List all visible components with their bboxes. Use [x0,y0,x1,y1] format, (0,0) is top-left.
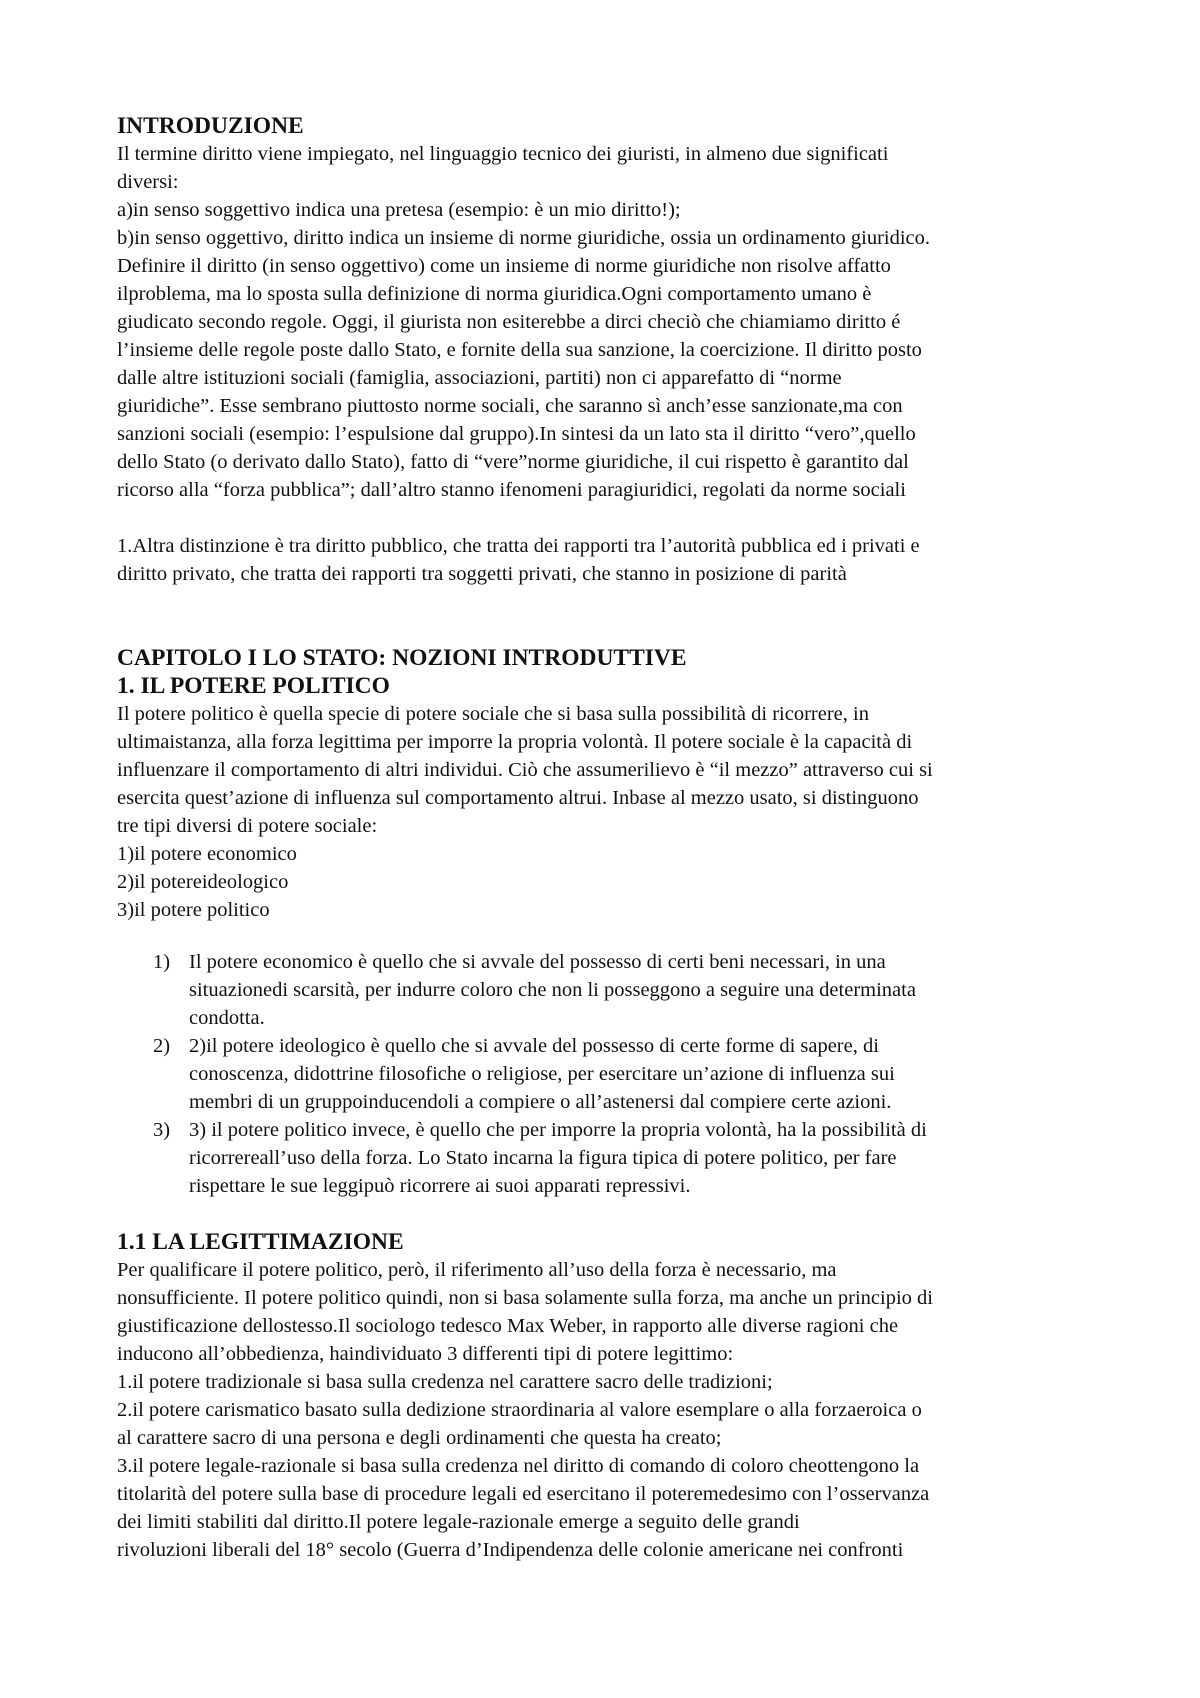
text-line: giudicato secondo regole. Oggi, il giurista non esiterebbe a dirci checiò che chiamiamo diritto é [117,311,901,333]
list-item [117,948,1097,1032]
text-line: conoscenza, didottrine filosofiche o religiose, per esercitare un’azione di influenza sui [189,1063,895,1085]
text-line: tre tipi diversi di potere sociale: [117,815,378,837]
text-line: giuridiche”. Esse sembrano piuttosto norme sociali, che saranno sì anch’esse sanzionate,ma con [117,395,903,417]
intro-note-paragraph [117,532,1097,588]
chapter-heading: CAPITOLO I LO STATO: NOZIONI INTRODUTTIVE [117,645,687,671]
text-line: dei limiti stabiliti dal diritto.Il potere legale-razionale emerge a seguito delle grandi [117,1511,800,1533]
intro-paragraph [117,140,1097,504]
document-page [117,112,1097,1564]
text-line: a)in senso soggettivo indica una pretesa (esempio: è un mio diritto!); [117,199,681,221]
text-line: b)in senso oggettivo, diritto indica un insieme di norme giuridiche, ossia un ordinamento giuridico. [117,227,931,249]
text-line: rispettare le sue leggipuò ricorrere ai suoi apparati repressivi. [189,1175,691,1197]
text-line: 1.Altra distinzione è tra diritto pubblico, che tratta dei rapporti tra l’autorità pubblica ed i privati e [117,535,920,557]
text-line: dello Stato (o derivato dallo Stato), fatto di “vere”norme giuridiche, il cui rispetto è garantito dal [117,451,909,473]
text-line: situazionedi scarsità, per indurre coloro che non li posseggono a seguire una determinata [189,979,916,1001]
text-line: 2)il potereideologico [117,871,289,893]
text-line: giustificazione dellostesso.Il sociologo tedesco Max Weber, in rapporto alle diverse ragioni che [117,1315,899,1337]
text-line: ultimaistanza, alla forza legittima per imporre la propria volontà. Il potere sociale è la capacità di [117,731,913,753]
list-item [117,1032,1097,1116]
section-heading-potere-politico: 1. IL POTERE POLITICO [117,673,390,699]
text-line: ilproblema, ma lo sposta sulla definizione di norma giuridica.Ogni comportamento umano è [117,283,872,305]
text-line: 1.il potere tradizionale si basa sulla credenza nel carattere sacro delle tradizioni; [117,1371,773,1393]
text-line: condotta. [189,1007,265,1029]
text-line: Per qualificare il potere politico, però, il riferimento all’uso della forza è necessario, ma [117,1259,837,1281]
text-line: Il potere politico è quella specie di potere sociale che si basa sulla possibilità di ricorrere, in [117,703,869,725]
text-line: l’insieme delle regole poste dallo Stato, e fornite della sua sanzione, la coercizione. Il diritto posto [117,339,922,361]
text-line: diversi: [117,171,179,193]
text-line: esercita quest’azione di influenza sul comportamento altrui. Inbase al mezzo usato, si distinguono [117,787,919,809]
text-line: membri di un gruppoinducendoli a compiere o all’astenersi dal compiere certe azioni. [189,1091,892,1113]
text-line: Il potere economico è quello che si avvale del possesso di certi beni necessari, in una [189,951,886,973]
text-line: al carattere sacro di una persona e degli ordinamenti che questa ha creato; [117,1427,722,1449]
list-item [117,1116,1097,1200]
text-line: 1)il potere economico [117,843,297,865]
text-line: inducono all’obbedienza, haindividuato 3 differenti tipi di potere legittimo: [117,1343,734,1365]
text-line: sanzioni sociali (esempio: l’espulsione dal gruppo).In sintesi da un lato sta il diritto “vero”,quello [117,423,916,445]
text-line: ricorso alla “forza pubblica”; dall’altro stanno ifenomeni paragiuridici, regolati da norme sociali [117,479,906,501]
section-potere-politico-paragraph [117,700,1097,924]
text-line: diritto privato, che tratta dei rapporti tra soggetti privati, che stanno in posizione di parità [117,563,847,585]
section-heading-legittimazione: 1.1 LA LEGITTIMAZIONE [117,1229,404,1255]
list-number: 2) [153,1035,171,1057]
text-line: titolarità del potere sulla base di procedure legali ed esercitano il poteremedesimo con l’osservanza [117,1483,930,1505]
intro-heading: INTRODUZIONE [117,113,304,139]
text-line: nonsufficiente. Il potere politico quindi, non si basa solamente sulla forza, ma anche un principio di [117,1287,933,1309]
text-line: dalle altre istituzioni sociali (famiglia, associazioni, partiti) non ci apparefatto di “norme [117,367,842,389]
numbered-list [117,948,1097,1200]
text-line: ricorrereall’uso della forza. Lo Stato incarna la figura tipica di potere politico, per fare [189,1147,897,1169]
text-line: 2)il potere ideologico è quello che si avvale del possesso di certe forme di sapere, di [189,1035,879,1057]
text-line: 3.il potere legale-razionale si basa sulla credenza nel diritto di comando di coloro cheottengono la [117,1455,920,1477]
list-number: 3) [153,1119,171,1141]
section-legittimazione-paragraph [117,1256,1097,1564]
text-line: influenzare il comportamento di altri individui. Ciò che assumerilievo è “il mezzo” attraverso cui si [117,759,933,781]
text-line: 3) il potere politico invece, è quello che per imporre la propria volontà, ha la possibilità di [189,1119,927,1141]
list-number: 1) [153,951,171,973]
text-line: 2.il potere carismatico basato sulla dedizione straordinaria al valore esemplare o alla forzaeroica o [117,1399,922,1421]
text-line: Il termine diritto viene impiegato, nel linguaggio tecnico dei giuristi, in almeno due significati [117,143,889,165]
text-line: 3)il potere politico [117,899,270,921]
text-line: Definire il diritto (in senso oggettivo) come un insieme di norme giuridiche non risolve affatto [117,255,891,277]
text-line: rivoluzioni liberali del 18° secolo (Guerra d’Indipendenza delle colonie americane nei confronti [117,1539,904,1561]
